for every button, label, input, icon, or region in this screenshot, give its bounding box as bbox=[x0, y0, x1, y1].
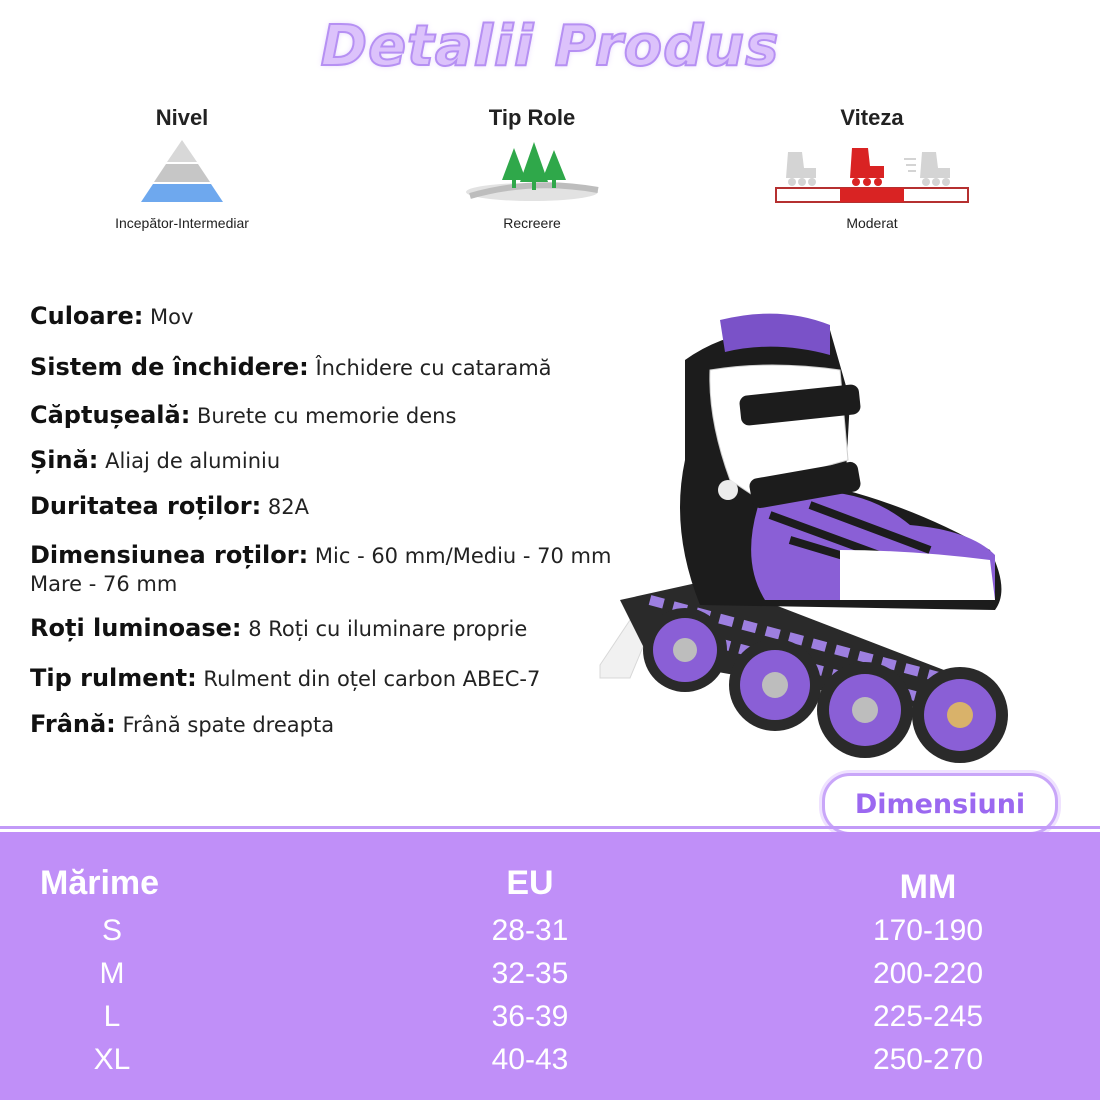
skate-speed-icon bbox=[772, 138, 972, 204]
level-block bbox=[52, 105, 312, 231]
spec-row bbox=[30, 353, 552, 382]
spec-label: Frână: bbox=[30, 710, 116, 738]
spec-label: Roți luminoase: bbox=[30, 614, 242, 642]
table-cell: L bbox=[103, 1000, 121, 1033]
speed-header: Viteza bbox=[840, 105, 904, 130]
spec-value: Închidere cu cataramă bbox=[315, 356, 552, 380]
spec-value: Rulment din oțel carbon ABEC-7 bbox=[203, 667, 541, 691]
band-divider bbox=[0, 826, 1100, 829]
type-caption: Recreere bbox=[503, 215, 561, 231]
speed-block bbox=[742, 105, 1002, 231]
spec-value: Mic - 60 mm/Mediu - 70 mm bbox=[314, 544, 612, 568]
spec-label: Duritatea roților: bbox=[30, 492, 262, 520]
spec-row bbox=[30, 446, 280, 475]
spec-label: Șină: bbox=[30, 446, 99, 474]
inline-skate-image bbox=[590, 300, 1030, 770]
spec-label: Culoare: bbox=[30, 302, 144, 330]
table-cell: 250-270 bbox=[872, 1043, 984, 1076]
spec-row bbox=[30, 541, 611, 598]
spec-value: Aliaj de aluminiu bbox=[105, 449, 281, 473]
type-block bbox=[402, 105, 662, 231]
table-cell: XL bbox=[93, 1043, 131, 1076]
level-header: Nivel bbox=[155, 105, 209, 130]
level-caption: Incepător-Intermediar bbox=[115, 215, 249, 231]
spec-label: Sistem de închidere: bbox=[30, 353, 309, 381]
table-cell: 170-190 bbox=[872, 914, 984, 947]
size-header: Mărime bbox=[40, 864, 160, 902]
spec-row bbox=[30, 401, 456, 430]
speed-caption: Moderat bbox=[846, 215, 898, 231]
spec-label: Dimensiunea roților: bbox=[30, 541, 309, 569]
trees-road-icon bbox=[462, 138, 602, 204]
spec-value: 82A bbox=[267, 495, 309, 519]
table-cell: S bbox=[101, 914, 122, 947]
spec-row bbox=[30, 492, 309, 521]
spec-label: Căptușeală: bbox=[30, 401, 191, 429]
mm-header: MM bbox=[899, 868, 957, 906]
type-header: Tip Role bbox=[488, 105, 576, 130]
spec-row bbox=[30, 710, 334, 739]
table-cell: 36-39 bbox=[491, 1000, 569, 1033]
eu-header: EU bbox=[506, 864, 554, 902]
spec-row bbox=[30, 614, 527, 643]
table-cell: 225-245 bbox=[872, 1000, 984, 1033]
spec-row bbox=[30, 302, 193, 331]
table-cell: 32-35 bbox=[491, 957, 569, 990]
size-table bbox=[0, 832, 1100, 1100]
table-cell: 40-43 bbox=[491, 1043, 569, 1076]
spec-value: 8 Roți cu iluminare proprie bbox=[248, 617, 528, 641]
spec-value-line2: Mare - 76 mm bbox=[30, 572, 178, 596]
table-cell: 200-220 bbox=[872, 957, 984, 990]
dimensions-button[interactable]: Dimensiuni bbox=[822, 773, 1058, 835]
spec-row bbox=[30, 664, 540, 693]
pyramid-level-icon bbox=[137, 138, 227, 204]
spec-value: Burete cu memorie dens bbox=[197, 404, 457, 428]
spec-label: Tip rulment: bbox=[30, 664, 197, 692]
table-cell: 28-31 bbox=[491, 914, 569, 947]
table-cell: M bbox=[99, 957, 125, 990]
spec-value: Mov bbox=[150, 305, 194, 329]
page-title: Detalii Produs bbox=[320, 14, 780, 79]
spec-value: Frână spate dreapta bbox=[122, 713, 335, 737]
